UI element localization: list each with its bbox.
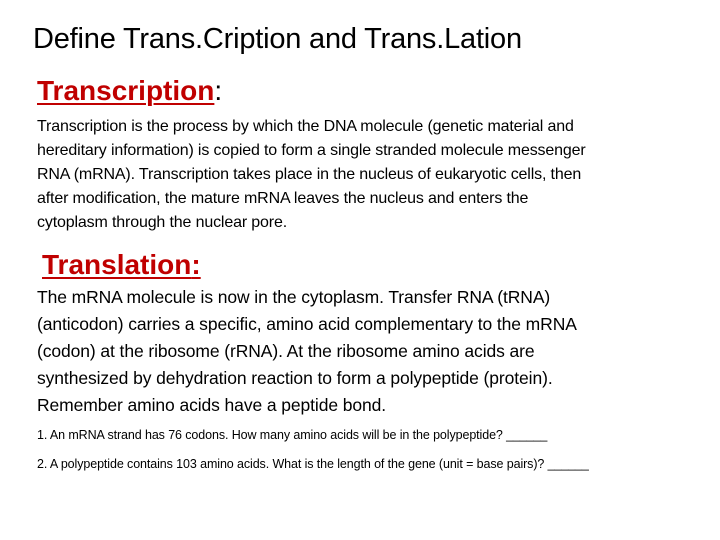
- translation-heading: [42, 248, 201, 282]
- translation-line: (anticodon) carries a specific, amino acid complementary to the mRNA: [37, 314, 577, 334]
- translation-line: Remember amino acids have a peptide bond.: [37, 395, 387, 415]
- transcription-heading-colon: :: [214, 75, 223, 106]
- question-list: [37, 427, 547, 443]
- slide-title: Define Trans.Cription and Trans.Lation: [33, 23, 522, 55]
- translation-line: synthesized by dehydration reaction to form a polypeptide (protein).: [37, 368, 553, 388]
- transcription-line: cytoplasm through the nuclear pore.: [37, 214, 288, 231]
- transcription-line: hereditary information) is copied to form a single stranded molecule messenger: [37, 142, 586, 159]
- translation-paragraph: [37, 284, 697, 419]
- transcription-heading: [37, 74, 222, 108]
- translation-line: The mRNA molecule is now in the cytoplasm. Transfer RNA (tRNA): [37, 287, 551, 307]
- translation-line: (codon) at the ribosome (rRNA). At the ribosome amino acids are: [37, 341, 535, 361]
- question-list: [37, 456, 589, 472]
- translation-heading-text: Translation: [42, 249, 192, 280]
- translation-heading-colon: :: [191, 249, 201, 280]
- transcription-line: RNA (mRNA). Transcription takes place in the nucleus of eukaryotic cells, then: [37, 166, 582, 183]
- transcription-paragraph: [37, 115, 697, 235]
- question-2: 2. A polypeptide contains 103 amino acids. What is the length of the gene (unit = base pairs)? ______: [37, 457, 589, 471]
- question-1: 1. An mRNA strand has 76 codons. How many amino acids will be in the polypeptide? ______: [37, 428, 548, 442]
- transcription-line: Transcription is the process by which the DNA molecule (genetic material and: [37, 118, 574, 135]
- transcription-line: after modification, the mature mRNA leaves the nucleus and enters the: [37, 190, 529, 207]
- transcription-heading-text: Transcription: [37, 75, 215, 106]
